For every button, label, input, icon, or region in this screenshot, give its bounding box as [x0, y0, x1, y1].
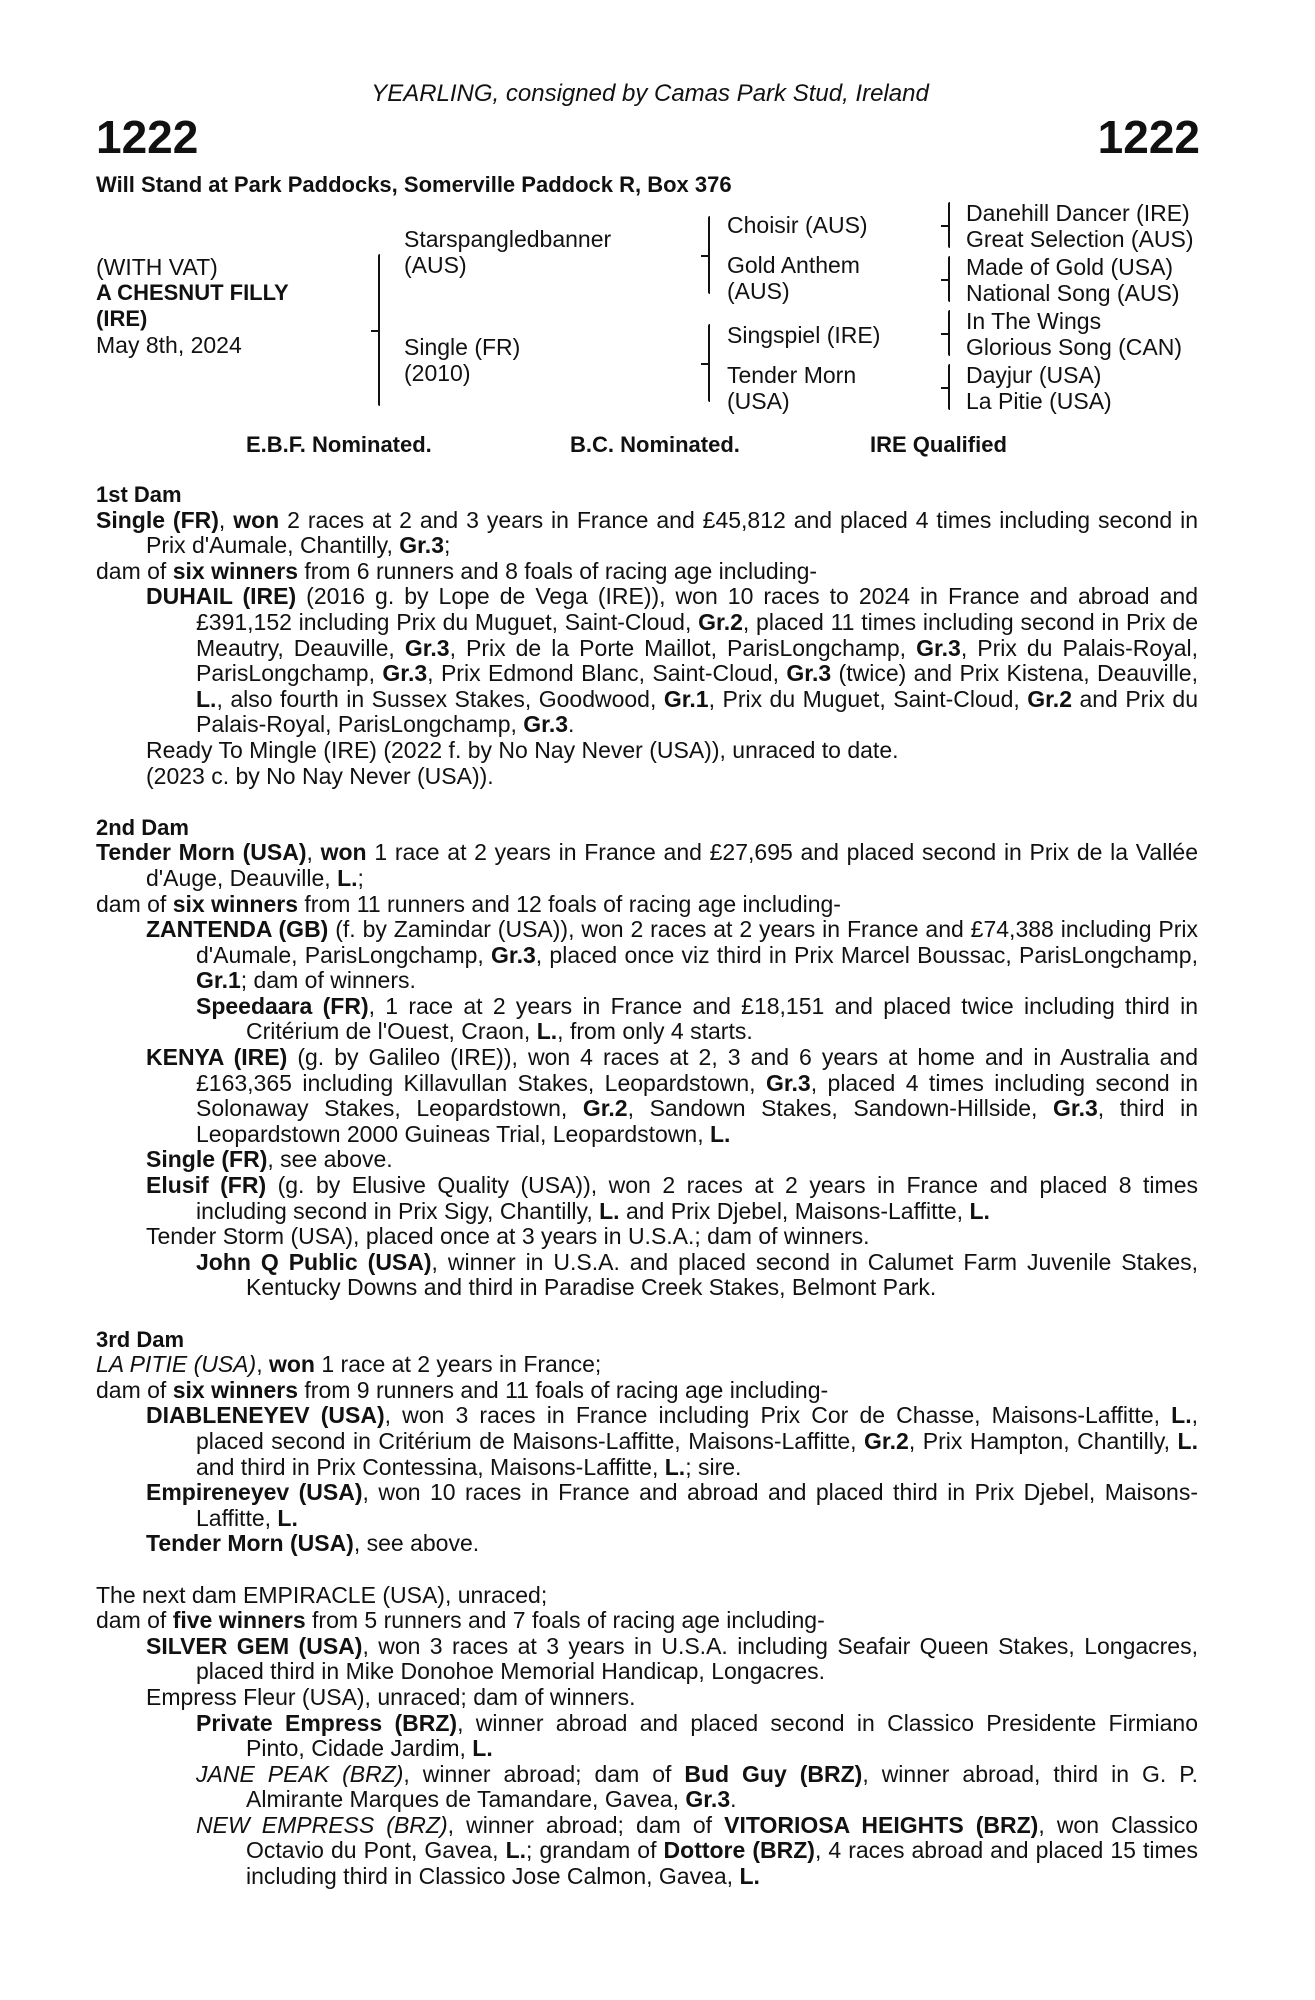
pedigree-paragraph — [96, 1173, 1198, 1224]
bold-text: L. — [277, 1504, 298, 1531]
text: , placed 11 times including second in Prix de Meautry, Deauville, — [196, 608, 1198, 661]
bold-text: Tender Morn (USA) — [96, 839, 307, 866]
bold-text: L. — [337, 864, 358, 891]
bold-text: Private Empress (BRZ) — [196, 1709, 458, 1736]
bold-text: Gr.3 — [382, 660, 428, 687]
text: , Prix du Muguet, Saint-Cloud, — [708, 685, 1028, 712]
pedigree-paragraph — [96, 892, 1198, 918]
dam-sire: Singspiel (IRE) — [727, 322, 881, 348]
text: ; sire. — [685, 1453, 742, 1480]
text: , winner abroad; dam of — [447, 1811, 725, 1838]
bold-text: Dottore (BRZ) — [663, 1837, 815, 1864]
bold-text: Tender Morn (USA) — [146, 1530, 354, 1557]
bold-text: SILVER GEM (USA) — [146, 1632, 363, 1659]
pedigree-paragraph — [96, 1762, 1198, 1813]
pedigree-paragraph — [96, 1531, 1198, 1557]
brace — [948, 256, 950, 302]
vat-note: (WITH VAT) — [96, 254, 218, 280]
text: , 1 race at 2 years in France and £18,151 and placed twice including third in Critérium de l'Ouest, Craon, — [246, 992, 1198, 1045]
sire-sire: Choisir (AUS) — [727, 212, 868, 238]
bold-text: DUHAIL (IRE) — [146, 583, 297, 610]
bold-text: ZANTENDA (GB) — [146, 916, 329, 943]
great-grandparent: Great Selection (AUS) — [966, 226, 1194, 252]
section-heading: 1st Dam — [96, 482, 182, 507]
bold-text: L. — [1177, 1427, 1198, 1454]
great-grandparent: Danehill Dancer (IRE) — [966, 200, 1190, 226]
dam-dam-country: (USA) — [727, 388, 790, 414]
text: ; — [444, 532, 451, 559]
bold-text: John Q Public (USA) — [196, 1248, 432, 1275]
sire-name: Starspangledbanner — [404, 226, 612, 252]
section-heading: 2nd Dam — [96, 814, 189, 840]
text: , won 10 races in France and abroad and placed third in Prix Djebel, Maisons-Laffitte, — [196, 1479, 1198, 1531]
text: (twice) and Prix Kistena, Deauville, — [831, 660, 1198, 687]
text: Ready To Mingle (IRE) (2022 f. by No Nay Never (USA)), unraced to date. — [146, 736, 899, 763]
text: , — [218, 506, 234, 533]
catalogue-body — [96, 482, 1198, 1915]
bold-text: six winners — [172, 1376, 298, 1403]
pedigree-paragraph — [96, 1378, 1198, 1404]
pedigree-paragraph — [96, 508, 1198, 559]
bold-text: won — [233, 506, 280, 533]
bold-text: Gr.2 — [1027, 685, 1072, 712]
bold-text: Gr.2 — [864, 1427, 909, 1454]
section-heading: 3rd Dam — [96, 1326, 185, 1352]
text: , Prix de la Porte Maillot, ParisLongchamp, — [449, 634, 917, 661]
brace — [948, 310, 950, 356]
horse-name-country: (IRE) — [96, 306, 148, 331]
pedigree-paragraph — [96, 1711, 1198, 1762]
bold-text: Gr.3 — [399, 532, 444, 559]
text: (g. by Elusive Quality (USA)), won 2 races at 2 years in France and placed 8 times including second in Prix Sigy, Chantilly, — [196, 1172, 1198, 1224]
text: and Prix du Palais-Royal, ParisLongchamp, — [196, 685, 1198, 738]
brace — [948, 364, 950, 410]
text: , Sandown Stakes, Sandown-Hillside, — [627, 1095, 1054, 1122]
bold-text: Gr.3 — [491, 941, 536, 968]
pedigree-paragraph — [96, 1250, 1198, 1301]
text: (2016 g. by Lope de Vega (IRE)), won 10 races to 2024 in France and abroad and £391,152 including Prix du Muguet, Saint-Cloud, — [196, 583, 1198, 635]
bold-text: L. — [196, 685, 217, 712]
bold-text: L. — [599, 1197, 620, 1224]
pedigree-paragraph — [96, 1813, 1198, 1890]
bold-text: Gr.2 — [582, 1095, 628, 1122]
text: , Prix du Palais-Royal, ParisLongchamp, — [196, 634, 1198, 687]
great-grandparent: In The Wings — [966, 308, 1102, 334]
pedigree-paragraph — [96, 917, 1198, 994]
bold-text: six winners — [172, 557, 298, 584]
consignor-subtitle: YEARLING, consigned by Camas Park Stud, Ireland — [371, 80, 929, 107]
pedigree-paragraph — [96, 1224, 1198, 1250]
text: and third in Prix Contessina, Maisons-Laffitte, — [196, 1453, 665, 1480]
bold-text: Single (FR) — [146, 1146, 268, 1173]
text: The next dam EMPIRACLE (USA), unraced; — [96, 1581, 548, 1608]
brace — [948, 202, 950, 248]
great-grandparent: Dayjur (USA) — [966, 362, 1102, 388]
pedigree-paragraph — [96, 764, 1198, 790]
dam-year: (2010) — [404, 360, 471, 386]
dam-section — [96, 1327, 1198, 1557]
italic-text: JANE PEAK (BRZ) — [196, 1760, 404, 1787]
bold-text: Bud Guy (BRZ) — [684, 1760, 863, 1787]
text: , see above. — [353, 1530, 480, 1557]
lot-number-right: 1222 — [1097, 111, 1200, 163]
italic-text: LA PITIE (USA) — [96, 1351, 257, 1378]
bold-text: L. — [536, 1018, 558, 1045]
brace — [378, 254, 380, 406]
bold-text: L. — [505, 1837, 527, 1864]
text: dam of — [96, 1607, 173, 1634]
text: dam of — [96, 890, 173, 917]
text: , from only 4 starts. — [557, 1018, 753, 1045]
bold-text: won — [268, 1351, 315, 1378]
bold-text: six winners — [172, 890, 298, 917]
text: , won 3 races at 3 years in U.S.A. including Seafair Queen Stakes, Longacres, placed third in Mike Donohoe Memorial Handicap, Longacres. — [196, 1632, 1198, 1685]
ire-qualified: IRE Qualified — [870, 432, 1007, 457]
text: , third in Leopardstown 2000 Guineas Trial, Leopardstown, — [196, 1095, 1198, 1147]
bold-text: Gr.3 — [685, 1786, 731, 1813]
italic-text: NEW EMPRESS (BRZ) — [196, 1811, 448, 1838]
text: , — [256, 1351, 269, 1378]
text: (g. by Galileo (IRE)), won 4 races at 2, 3 and 6 years at home and in Australia and £163,365 including Killavullan Stakes, Leopardstown, — [196, 1044, 1198, 1096]
pedigree-paragraph — [96, 1634, 1198, 1685]
text: , winner abroad; dam of — [403, 1760, 685, 1787]
bold-text: Gr.3 — [523, 711, 569, 738]
text: and Prix Djebel, Maisons-Laffitte, — [619, 1197, 970, 1224]
text: , winner abroad, third in G. P. Almirante Marques de Tamandare, Gavea, — [246, 1760, 1198, 1813]
stand-location: Will Stand at Park Paddocks, Somerville Paddock R, Box 376 — [96, 172, 732, 197]
bold-text: VITORIOSA HEIGHTS (BRZ) — [724, 1811, 1039, 1838]
text: ; dam of winners. — [240, 967, 416, 994]
text: from 9 runners and 11 foals of racing age including- — [298, 1376, 829, 1403]
dam-section — [96, 815, 1198, 1301]
bold-text: won — [320, 839, 367, 866]
text: (f. by Zamindar (USA)), won 2 races at 2 years in France and £74,388 including Prix d'Aumale, ParisLongchamp, — [196, 916, 1199, 968]
text: , Prix Edmond Blanc, Saint-Cloud, — [427, 660, 787, 687]
dam-name: Single (FR) — [404, 334, 521, 360]
bold-text: DIABLENEYEV (USA) — [146, 1402, 385, 1429]
pedigree-table — [96, 200, 1226, 420]
pedigree-paragraph — [96, 1045, 1198, 1147]
bold-text: L. — [664, 1453, 686, 1480]
text: . — [568, 711, 575, 738]
text: , Prix Hampton, Chantilly, — [908, 1427, 1178, 1454]
pedigree-paragraph — [96, 1403, 1198, 1480]
bold-text: Gr.3 — [1053, 1095, 1098, 1122]
sire-dam-country: (AUS) — [727, 278, 790, 304]
text: . — [730, 1786, 737, 1813]
bold-text: L. — [1171, 1402, 1192, 1429]
text: Tender Storm (USA), placed once at 3 years in U.S.A.; dam of winners. — [146, 1223, 870, 1250]
sire-country: (AUS) — [404, 252, 467, 278]
brace — [708, 216, 710, 294]
bold-text: five winners — [172, 1607, 306, 1634]
text: , won 3 races in France including Prix Cor de Chasse, Maisons-Laffitte, — [384, 1402, 1172, 1429]
pedigree-paragraph — [96, 559, 1198, 585]
bold-text: Gr.3 — [765, 1069, 811, 1096]
text: 1 race at 2 years in France and £27,695 and placed second in Prix de la Vallée d'Auge, Deauville, — [146, 839, 1199, 891]
bold-text: Gr.3 — [404, 634, 450, 661]
bold-text: Speedaara (FR) — [196, 992, 369, 1019]
dam-dam: Tender Morn — [727, 362, 857, 388]
text: , winner abroad and placed second in Classico Presidente Firmiano Pinto, Cidade Jardim, — [246, 1709, 1199, 1762]
text: , placed 4 times including second in Solonaway Stakes, Leopardstown, — [196, 1069, 1198, 1122]
pedigree-paragraph — [96, 1480, 1198, 1531]
text: , also fourth in Sussex Stakes, Goodwood, — [216, 685, 664, 712]
pedigree-paragraph — [96, 1685, 1198, 1711]
pedigree-paragraph — [96, 584, 1198, 738]
great-grandparent: Made of Gold (USA) — [966, 254, 1174, 280]
dam-section — [96, 1583, 1198, 1890]
great-grandparent: La Pitie (USA) — [966, 388, 1112, 414]
text: , — [306, 839, 321, 866]
bold-text: L. — [710, 1120, 731, 1147]
sire-dam: Gold Anthem — [727, 252, 860, 278]
text: 1 race at 2 years in France; — [314, 1351, 602, 1378]
bold-text: L. — [969, 1197, 990, 1224]
bc-nomination: B.C. Nominated. — [570, 432, 740, 457]
text: Empress Fleur (USA), unraced; dam of winners. — [146, 1683, 636, 1710]
text: , see above. — [267, 1146, 393, 1173]
pedigree-paragraph — [96, 994, 1198, 1045]
pedigree-paragraph — [96, 1608, 1198, 1634]
foaling-date: May 8th, 2024 — [96, 332, 242, 358]
text: 2 races at 2 and 3 years in France and £45,812 and placed 4 times including second in Prix d'Aumale, Chantilly, — [146, 506, 1198, 559]
pedigree-paragraph — [96, 1352, 1198, 1378]
bold-text: Gr.3 — [916, 634, 961, 661]
pedigree-paragraph — [96, 1583, 1198, 1609]
text: (2023 c. by No Nay Never (USA)). — [146, 762, 494, 789]
lot-number-left: 1222 — [96, 111, 199, 163]
text: from 11 runners and 12 foals of racing age including- — [298, 890, 841, 917]
dam-section — [96, 482, 1198, 789]
bold-text: Gr.1 — [196, 967, 241, 994]
text: , placed once viz third in Prix Marcel Boussac, ParisLongchamp, — [535, 941, 1198, 968]
text: dam of — [96, 1376, 173, 1403]
pedigree-paragraph — [96, 738, 1198, 764]
bold-text: Elusif (FR) — [146, 1172, 267, 1199]
text: ; — [357, 864, 364, 891]
pedigree-paragraph — [96, 840, 1198, 891]
text: dam of — [96, 557, 173, 584]
horse-name: A CHESNUT FILLY — [96, 280, 289, 305]
bold-text: Single (FR) — [96, 506, 219, 533]
bold-text: Gr.1 — [663, 685, 709, 712]
great-grandparent: Glorious Song (CAN) — [966, 334, 1183, 360]
text: , won Classico Octavio du Pont, Gavea, — [246, 1811, 1199, 1864]
bold-text: Empireneyev (USA) — [146, 1479, 363, 1506]
pedigree-paragraph — [96, 1147, 1198, 1173]
brace — [708, 324, 710, 402]
great-grandparent: National Song (AUS) — [966, 280, 1180, 306]
text: ; grandam of — [526, 1837, 664, 1864]
bold-text: L. — [472, 1735, 493, 1762]
bold-text: Gr.2 — [698, 608, 743, 635]
bold-text: L. — [739, 1863, 760, 1890]
text: from 5 runners and 7 foals of racing age including- — [305, 1607, 825, 1634]
text: from 6 runners and 8 foals of racing age including- — [298, 557, 818, 584]
text: , placed second in Critérium de Maisons-Laffitte, Maisons-Laffitte, — [196, 1402, 1198, 1454]
ebf-nomination: E.B.F. Nominated. — [246, 432, 432, 457]
bold-text: KENYA (IRE) — [146, 1044, 288, 1071]
bold-text: Gr.3 — [786, 660, 832, 687]
text: , winner in U.S.A. and placed second in Calumet Farm Juvenile Stakes, Kentucky Downs and third in Paradise Creek Stakes, Belmont Park. — [246, 1248, 1198, 1301]
text: , 4 races abroad and placed 15 times including third in Classico Jose Calmon, Gavea, — [246, 1837, 1198, 1890]
